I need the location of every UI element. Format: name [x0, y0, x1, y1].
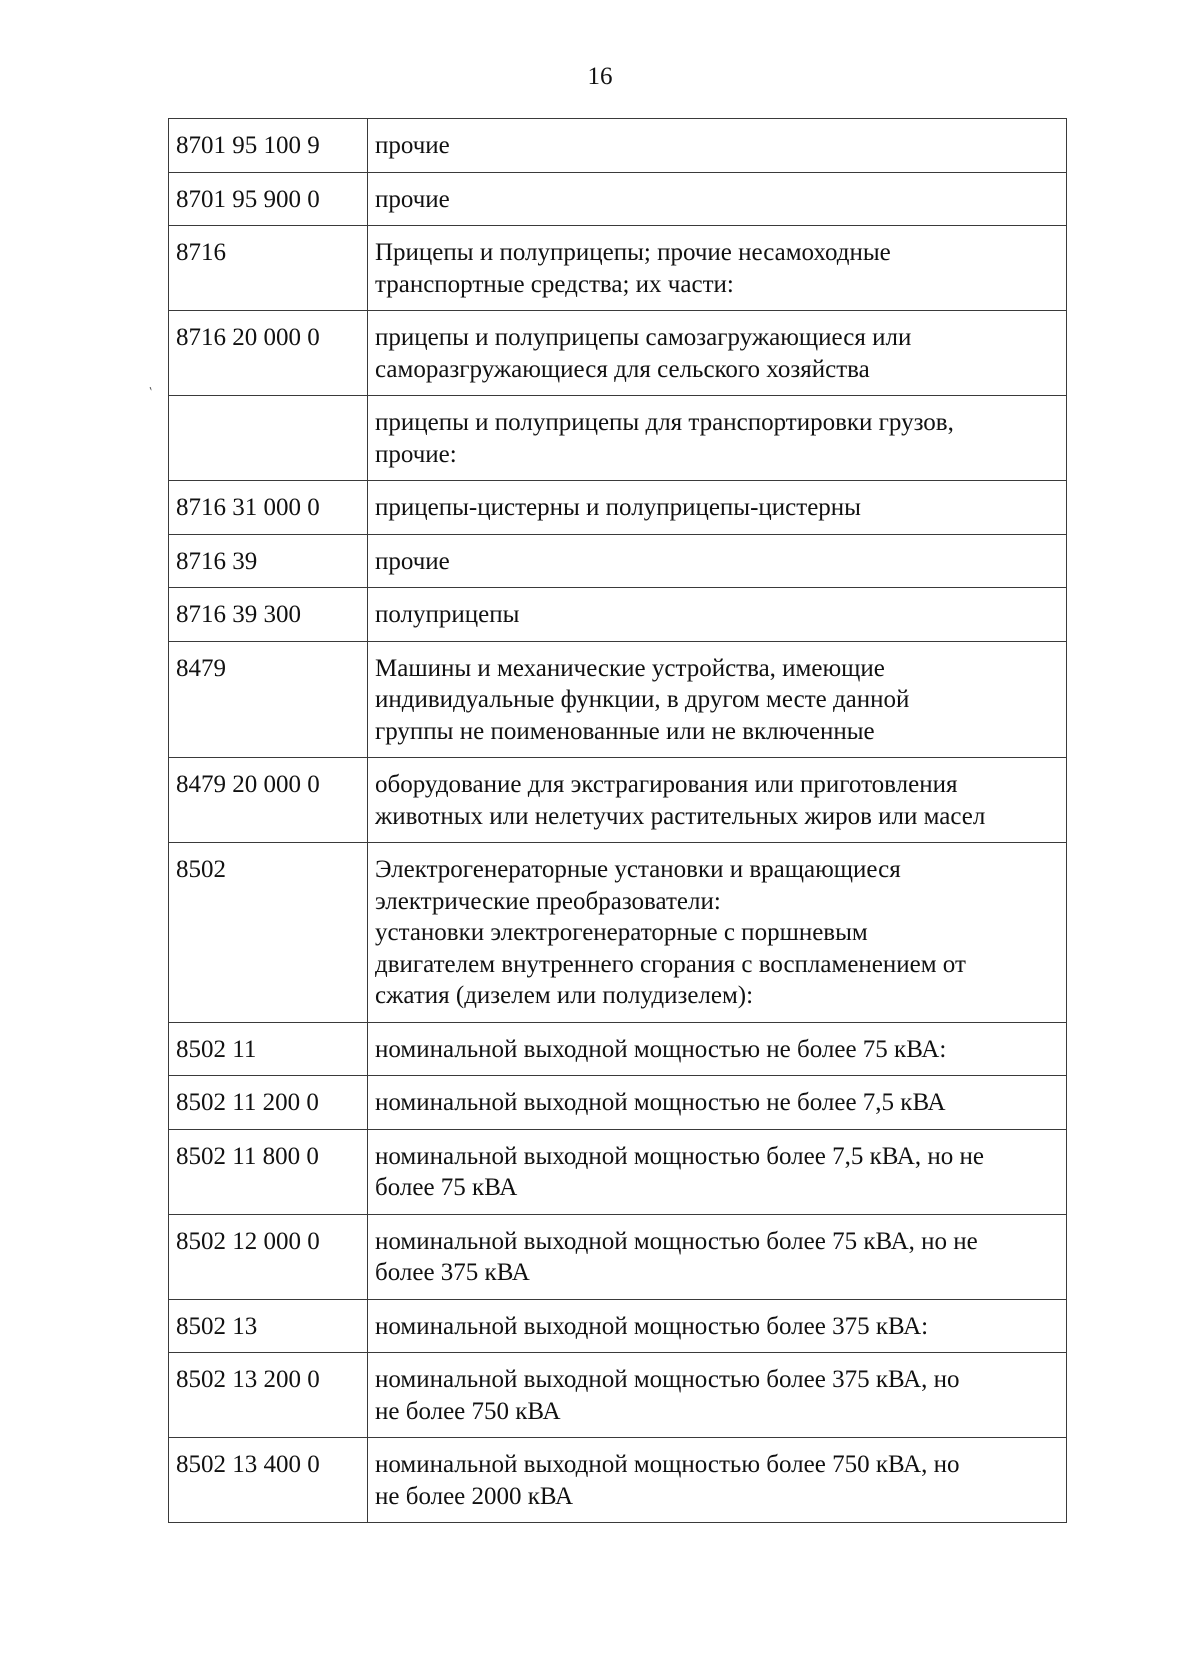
table-row	[169, 1353, 1067, 1438]
table-row	[169, 758, 1067, 843]
table-row	[169, 226, 1067, 311]
table-row	[169, 311, 1067, 396]
description-line: Электрогенераторные установки и вращающиеся	[375, 856, 901, 883]
table-row	[169, 1438, 1067, 1523]
code-cell: 8716	[169, 226, 368, 311]
description-line: номинальной выходной мощностью более 375 кВА:	[375, 1312, 929, 1340]
description-line: полуприцепы	[375, 601, 520, 628]
description-cell	[368, 481, 1067, 535]
table-row	[169, 1022, 1067, 1076]
table-row	[169, 1129, 1067, 1214]
description-line: прочие	[375, 132, 450, 159]
table-row	[169, 534, 1067, 588]
description-cell	[368, 1076, 1067, 1130]
table-row	[169, 396, 1067, 481]
code-cell: 8701 95 100 9	[169, 119, 368, 173]
description-line: саморазгружающиеся для сельского хозяйства	[375, 355, 870, 383]
description-cell	[368, 758, 1067, 843]
description-cell	[368, 1353, 1067, 1438]
code-table	[168, 118, 1067, 1523]
description-cell	[368, 534, 1067, 588]
description-line: индивидуальные функции, в другом месте данной	[375, 686, 910, 713]
description-line: сжатия (дизелем или полудизелем):	[375, 982, 754, 1009]
description-line: номинальной выходной мощностью более 7,5 кВА, но не	[375, 1142, 984, 1170]
description-cell	[368, 311, 1067, 396]
description-cell	[368, 119, 1067, 173]
table-row	[169, 481, 1067, 535]
description-line: не более 2000 кВА	[375, 1482, 574, 1510]
table-row	[169, 172, 1067, 226]
description-line: номинальной выходной мощностью более 75 кВА, но не	[375, 1227, 978, 1255]
description-cell	[368, 843, 1067, 1023]
code-cell: 8701 95 900 0	[169, 172, 368, 226]
description-line: прицепы и полуприцепы для транспортировки грузов,	[375, 409, 954, 436]
code-cell: 8479	[169, 641, 368, 758]
description-cell	[368, 396, 1067, 481]
description-line: двигателем внутреннего сгорания с воспламенением от	[375, 950, 966, 978]
code-cell: 8502 11	[169, 1022, 368, 1076]
description-line: номинальной выходной мощностью не более 7,5 кВА	[375, 1089, 946, 1116]
description-cell	[368, 1214, 1067, 1299]
code-cell: 8479 20 000 0	[169, 758, 368, 843]
description-cell	[368, 641, 1067, 758]
code-cell: 8716 20 000 0	[169, 311, 368, 396]
description-line: Машины и механические устройства, имеющие	[375, 654, 885, 682]
code-table-body	[169, 119, 1067, 1523]
description-line: установки электрогенераторные с поршневым	[375, 919, 868, 946]
description-cell	[368, 226, 1067, 311]
description-cell	[368, 1299, 1067, 1353]
description-line: электрические преобразователи:	[375, 887, 721, 915]
description-line: номинальной выходной мощностью не более 75 кВА:	[375, 1035, 947, 1063]
table-row	[169, 588, 1067, 642]
description-cell	[368, 172, 1067, 226]
description-cell	[368, 1129, 1067, 1214]
code-cell: 8502 11 200 0	[169, 1076, 368, 1130]
description-cell	[368, 1022, 1067, 1076]
description-line: Прицепы и полуприцепы; прочие несамоходные	[375, 239, 891, 266]
table-row	[169, 1214, 1067, 1299]
table-row	[169, 843, 1067, 1023]
description-cell	[368, 588, 1067, 642]
description-line: номинальной выходной мощностью более 375 кВА, но	[375, 1366, 960, 1393]
description-line: оборудование для экстрагирования или приготовления	[375, 771, 958, 798]
code-cell: 8502 13 400 0	[169, 1438, 368, 1523]
description-line: прочие:	[375, 440, 457, 468]
description-line: группы не поименованные или не включенные	[375, 717, 875, 745]
code-cell: 8502 12 000 0	[169, 1214, 368, 1299]
description-cell	[368, 1438, 1067, 1523]
scan-mark: '	[148, 385, 156, 401]
description-line: прочие	[375, 547, 450, 575]
code-cell: 8716 39 300	[169, 588, 368, 642]
description-line: прочие	[375, 185, 450, 213]
code-cell	[169, 396, 368, 481]
code-cell: 8716 31 000 0	[169, 481, 368, 535]
table-row	[169, 641, 1067, 758]
code-cell: 8716 39	[169, 534, 368, 588]
description-line: более 75 кВА	[375, 1174, 518, 1201]
description-line: номинальной выходной мощностью более 750 кВА, но	[375, 1451, 960, 1478]
table-row	[169, 1076, 1067, 1130]
description-line: животных или нелетучих растительных жиров или масел	[375, 802, 986, 830]
code-cell: 8502 13	[169, 1299, 368, 1353]
table-row	[169, 1299, 1067, 1353]
description-line: не более 750 кВА	[375, 1397, 561, 1425]
code-cell: 8502 13 200 0	[169, 1353, 368, 1438]
page-number: 16	[587, 63, 613, 90]
description-line: прицепы-цистерны и полуприцепы-цистерны	[375, 494, 861, 521]
code-cell: 8502	[169, 843, 368, 1023]
description-line: транспортные средства; их части:	[375, 270, 734, 298]
description-line: более 375 кВА	[375, 1259, 530, 1286]
table-row	[169, 119, 1067, 173]
code-cell: 8502 11 800 0	[169, 1129, 368, 1214]
description-line: прицепы и полуприцепы самозагружающиеся или	[375, 324, 912, 351]
